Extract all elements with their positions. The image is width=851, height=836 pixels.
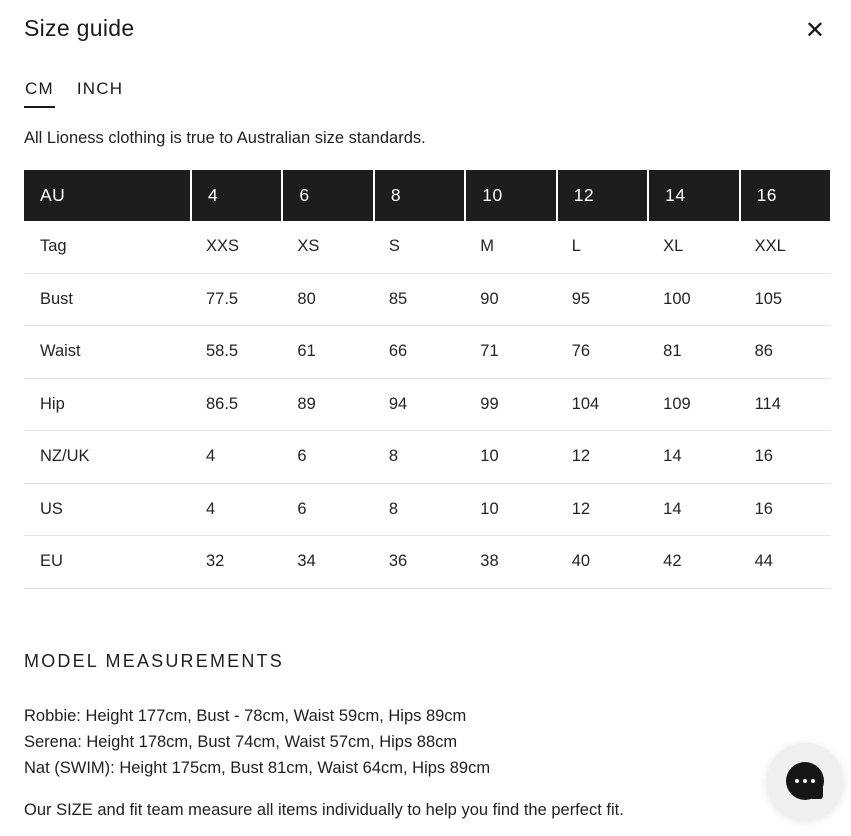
row-label: Tag [40, 237, 67, 256]
model-measurements-list [0, 703, 851, 781]
row-label: EU [40, 552, 63, 571]
table-cell: 114 [754, 394, 781, 413]
table-cell: 42 [663, 552, 682, 571]
table-header-row [24, 170, 830, 221]
fit-note: Our SIZE and fit team measure all items individually to help you find the perfect fit. [24, 800, 624, 819]
row-label: US [40, 499, 63, 518]
table-cell: 77.5 [206, 289, 239, 308]
table-cell: XXS [206, 237, 240, 256]
table-cell: 86.5 [206, 394, 239, 413]
chat-launcher-button[interactable] [767, 743, 843, 819]
close-button[interactable] [803, 15, 827, 47]
table-row-nzuk [24, 431, 830, 484]
table-header-cell: 10 [464, 170, 555, 221]
table-cell: 8 [388, 499, 399, 518]
table-cell: 16 [754, 499, 773, 518]
table-cell: 32 [206, 552, 225, 571]
table-cell: 14 [663, 447, 682, 466]
table-cell: 14 [663, 499, 682, 518]
table-cell: 36 [388, 552, 408, 571]
table-cell: 6 [297, 447, 307, 466]
row-label: Waist [40, 342, 81, 361]
table-cell: 12 [571, 447, 591, 466]
model-measurements-heading: MODEL MEASUREMENTS [24, 650, 284, 671]
table-cell: 12 [571, 499, 591, 518]
unit-tabs [0, 79, 851, 108]
table-cell: 109 [663, 394, 691, 413]
table-cell: 10 [480, 447, 499, 466]
model-measurement-robbie: Robbie: Height 177cm, Bust - 78cm, Waist 59cm, Hips 89cm [24, 706, 467, 725]
table-cell: 58.5 [206, 342, 239, 361]
table-cell: 76 [571, 342, 591, 361]
table-cell: 34 [297, 552, 316, 571]
table-cell: 105 [754, 289, 783, 308]
table-header-cell: 4 [190, 170, 281, 221]
table-cell: 4 [206, 499, 216, 518]
table-header-cell: 6 [281, 170, 372, 221]
size-table [24, 170, 830, 589]
table-cell: 95 [571, 289, 591, 308]
table-cell: 99 [480, 394, 499, 413]
table-cell: 85 [388, 289, 408, 308]
table-cell: L [571, 237, 581, 256]
table-cell: M [480, 237, 495, 256]
table-cell: 4 [206, 447, 216, 466]
modal-header [0, 0, 851, 47]
table-cell: 10 [480, 499, 499, 518]
table-cell: 80 [297, 289, 316, 308]
table-cell: 8 [388, 447, 399, 466]
table-header-cell: 8 [373, 170, 464, 221]
table-cell: 16 [754, 447, 773, 466]
table-cell: 38 [480, 552, 499, 571]
table-cell: 6 [297, 499, 307, 518]
table-cell: XL [663, 237, 684, 256]
modal-title: Size guide [24, 15, 135, 41]
table-cell: 61 [297, 342, 316, 361]
tab-cm[interactable]: CM [24, 79, 55, 108]
table-row-us [24, 484, 830, 537]
table-cell: 66 [388, 342, 408, 361]
table-header-cell: 12 [556, 170, 647, 221]
table-cell: 71 [480, 342, 499, 361]
row-label: NZ/UK [40, 447, 90, 466]
table-cell: 100 [663, 289, 691, 308]
table-cell: 40 [571, 552, 591, 571]
table-cell: XXL [754, 237, 786, 256]
model-measurement-serena: Serena: Height 178cm, Bust 74cm, Waist 57cm, Hips 88cm [24, 732, 458, 751]
table-cell: 44 [754, 552, 773, 571]
row-label: Hip [40, 394, 65, 413]
table-header-cell: AU [40, 185, 66, 205]
table-cell: S [388, 237, 400, 256]
table-cell: 104 [571, 394, 600, 413]
table-cell: 89 [297, 394, 316, 413]
table-cell: 86 [754, 342, 773, 361]
table-cell: 94 [388, 394, 408, 413]
model-measurement-nat: Nat (SWIM): Height 175cm, Bust 81cm, Waist 64cm, Hips 89cm [24, 758, 491, 777]
chat-bubble-icon [786, 762, 824, 800]
close-icon: ✕ [804, 17, 825, 44]
table-row-eu [24, 536, 830, 589]
table-cell: 90 [480, 289, 499, 308]
table-header-cell: 16 [739, 170, 830, 221]
row-label: Bust [40, 289, 74, 308]
table-row-bust [24, 274, 830, 327]
tab-inch[interactable]: INCH [76, 79, 124, 108]
table-cell: XS [297, 237, 320, 256]
intro-text: All Lioness clothing is true to Australian size standards. [24, 129, 426, 147]
table-row-waist [24, 326, 830, 379]
table-header-cell: 14 [647, 170, 738, 221]
table-cell: 81 [663, 342, 682, 361]
table-row-tag [24, 221, 830, 274]
table-row-hip [24, 379, 830, 432]
